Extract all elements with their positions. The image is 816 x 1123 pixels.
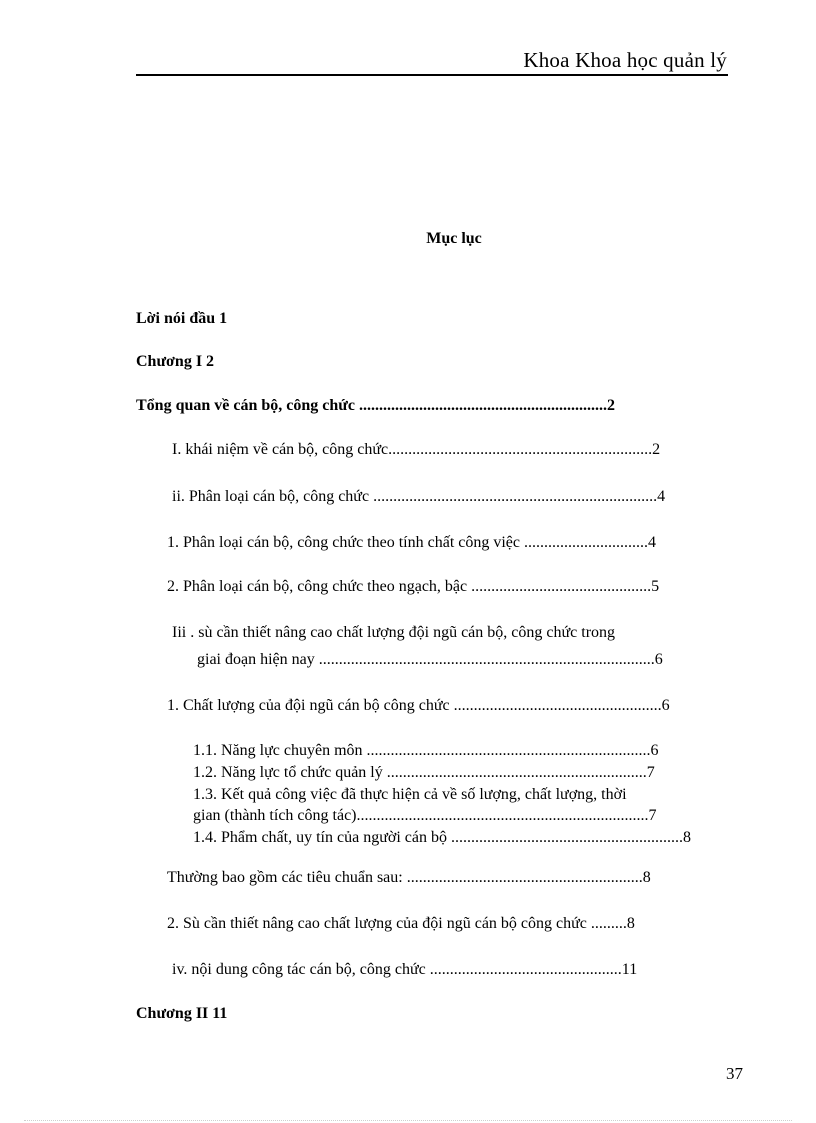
toc-entry-iii: Iii . sù cần thiết nâng cao chất lượng đội ngũ cán bộ, công chức trong <box>172 624 616 641</box>
toc-entry-1-1: 1.1. Năng lực chuyên môn .......................................................................6 <box>193 742 659 759</box>
toc-entry-preface: Lời nói đầu 1 <box>136 310 228 327</box>
toc-entry-ii-1: 1. Phân loại cán bộ, công chức theo tính chất công việc ...............................4 <box>167 534 657 551</box>
toc-title: Mục lục <box>426 230 482 247</box>
toc-entry-iv: iv. nội dung công tác cán bộ, công chức ................................................11 <box>172 961 638 978</box>
toc-entry-chapter-1: Chương I 2 <box>136 353 215 370</box>
toc-entry-iii-1: 1. Chất lượng của đội ngũ cán bộ công chức ....................................................6 <box>167 697 670 714</box>
toc-entry-ii-2: 2. Phân loại cán bộ, công chức theo ngạch, bậc .............................................5 <box>167 578 660 595</box>
toc-entry-iii-cont: giai đoạn hiện nay ....................................................................................6 <box>197 651 663 668</box>
page-number: 37 <box>726 1064 743 1083</box>
toc-entry-overview: Tổng quan về cán bộ, công chức ..............................................................2 <box>136 397 615 414</box>
header-title: Khoa Khoa học quản lý <box>523 48 727 72</box>
toc-entry-standards: Thường bao gồm các tiêu chuẩn sau: ...........................................................8 <box>167 869 651 886</box>
toc-entry-chapter-2: Chương II 11 <box>136 1005 228 1022</box>
header-rule <box>136 74 728 76</box>
toc-entry-1-4: 1.4. Phẩm chất, uy tín của người cán bộ ..........................................................8 <box>193 829 691 846</box>
toc-entry-i: I. khái niệm về cán bộ, công chức..................................................................2 <box>172 441 661 458</box>
toc-entry-ii: ii. Phân loại cán bộ, công chức .......................................................................4 <box>172 488 666 505</box>
toc-entry-1-2: 1.2. Năng lực tổ chức quản lý .................................................................7 <box>193 764 655 781</box>
toc-entry-1-3-cont: gian (thành tích công tác).........................................................................7 <box>193 807 657 824</box>
toc-entry-iii-2: 2. Sù cần thiết nâng cao chất lượng của đội ngũ cán bộ công chức .........8 <box>167 915 635 932</box>
page-bottom-edge <box>24 1120 792 1121</box>
toc-entry-1-3: 1.3. Kết quả công việc đã thực hiện cả về số lượng, chất lượng, thời <box>193 786 627 803</box>
